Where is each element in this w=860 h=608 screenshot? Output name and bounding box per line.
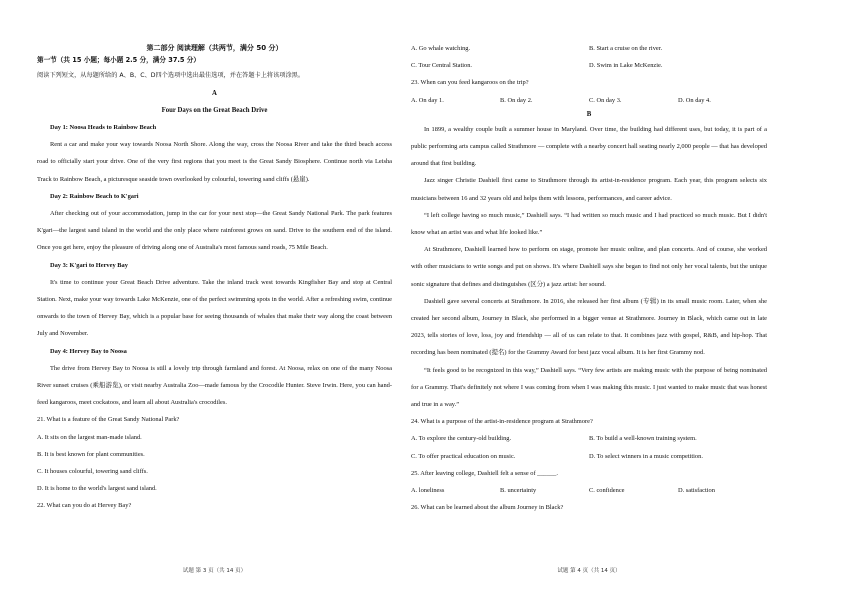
section-title: 第二部分 阅读理解（共两节，满分 50 分） [146, 44, 283, 52]
q24-option-a[interactable]: A. To explore the century-old building. [411, 435, 512, 443]
instruction: 阅读下列短文，从每题所给的 A、B、C、D四个选项中选出最佳选项，并在答题卡上将该项涂黑。 [37, 72, 305, 79]
question-24: 24. What is a purpose of the artist-in-residence program at Strathmore? [411, 418, 593, 426]
page-footer: 试题 第 4 页（共 14 页） [557, 568, 621, 574]
day2-text: After checking out of your accommodation, jump in the car for your next stop—the Great Sandy National Park. The park features K'gari—the largest sand island in the world and the only place where rainforest grows on sand. Drive to the southern end of the island. Once you get here, enjoy the pleasure of driving along one of Australia's most famous sand roads, 75 Mile Beach. [37, 210, 392, 252]
left-page [37, 0, 392, 608]
day4-title: Day 4: Hervey Bay to Noosa [50, 347, 127, 355]
question-22: 22. What can you do at Hervey Bay? [37, 502, 132, 510]
passage-letter: B [586, 110, 592, 118]
q24-option-d[interactable]: D. To select winners in a music competition. [589, 452, 703, 460]
question-26: 26. What can be learned about the album Journey in Black? [411, 504, 564, 512]
q22-option-c[interactable]: C. Tour Central Station. [411, 62, 473, 70]
passage-b-p5: Dashiell gave several concerts at Strathmore. In 2016, she released her first album (专辑) in its small music room. Later, when she created her second album, Journey in Black, she performed in a bigger venue at Strathmore. Journey in Black, which came out in late 2023, tells stories of love, loss, joy and friendship — all of us can relate to that. It combines jazz with gospel, R&B, and hip-hop. That recording has been nominated (提名) for the Grammy Award for best jazz vocal album. It is her first Grammy nod. [411, 297, 767, 357]
sub-title: 第一节（共 15 小题；每小题 2.5 分，满分 37.5 分） [37, 56, 200, 64]
day3-title: Day 3: K'gari to Hervey Bay [50, 261, 128, 269]
passage-b-p1: In 1899, a wealthy couple built a summer house in Maryland. Over time, the building had different uses, but today, it is part of a public performing arts campus called Strathmore — complete with a nearby concert hall seating nearly 2,000 people — that has developed around that first building. [411, 125, 767, 168]
passage-b-p2: Jazz singer Christie Dashiell first came to Strathmore through its artist-in-residence program. Each year, this program selects six musicians between 16 and 32 years old and helps them with lessons, performances, and career advice. [411, 177, 767, 202]
passage-title: Four Days on the Great Beach Drive [161, 107, 268, 114]
question-25: 25. After leaving college, Dashiell felt a sense of ______. [411, 469, 558, 477]
q25-option-b[interactable]: B. uncertainty [500, 487, 537, 495]
q21-option-b[interactable]: B. It is best known for plant communities. [37, 450, 145, 458]
q23-option-d[interactable]: D. On day 4. [678, 96, 711, 104]
passage-letter: A [212, 90, 217, 97]
q24-option-c[interactable]: C. To offer practical education on music. [411, 452, 516, 460]
q22-option-d[interactable]: D. Swim in Lake McKenzie. [589, 62, 663, 70]
q25-option-a[interactable]: A. loneliness [411, 487, 445, 495]
q21-option-a[interactable]: A. It sits on the largest man-made island. [37, 433, 142, 441]
q23-options [411, 92, 767, 109]
day1-text: Rent a car and make your way towards Noosa North Shore. Along the way, cross the Noosa River and take the third beach access road to officially start your drive. One of the very first regions that you meet is the Great Sandy Biosphere. Continue north via Leisha Track to Rainbow Beach, a picturesque seaside town overlooked by colourful, towering sand cliffs (悬崖). [37, 141, 392, 183]
passage-b-p4: At Strathmore, Dashiell learned how to perform on stage, promote her music online, and plan concerts. And of course, she worked with other musicians to write songs and put on shows. It's where Dashiell says she began to find not only her vocal talents, but the unique sonic signature that defines and distinguishes (区分) a jazz artist: her sound. [411, 246, 767, 288]
q22-options-row2 [411, 57, 767, 74]
day2-title: Day 2: Rainbow Beach to K'gari [50, 192, 139, 200]
day1-title: Day 1: Noosa Heads to Rainbow Beach [50, 124, 157, 131]
q23-option-c[interactable]: C. On day 3. [589, 96, 622, 104]
passage-b-p6: “It feels good to be recognized in this way,” Dashiell says. “Very few artists are making music with the purpose of being nominated for a Grammy. That's definitely not where I was coming from when I was making this music. I just wanted to make music that was honest and true in a way.” [411, 366, 767, 409]
day3-text: It's time to continue your Great Beach Drive adventure. Take the inland track west towards Kingfisher Bay and stop at Central Station. Next, make your way towards Lake McKenzie, one of the perfect swimming spots in the world. After a refreshing swim, continue onwards to the town of Hervey Bay, which is a popular base for seeing thousands of whales that make their way along the coast between July and November. [37, 278, 392, 338]
right-page [411, 0, 767, 608]
q22-option-b[interactable]: B. Start a cruise on the river. [589, 45, 663, 52]
q25-option-c[interactable]: C. confidence [589, 487, 625, 495]
q24-option-b[interactable]: B. To build a well-known training system. [589, 435, 697, 443]
passage-b-p3: “I left college having so much music,” Dashiell says. “I had written so much music and I had practiced so much music. But I didn't know what an artist was and what life looked like.” [411, 211, 767, 237]
question-21: 21. What is a feature of the Great Sandy National Park? [37, 416, 180, 424]
q22-option-a[interactable]: A. Go whale watching. [411, 45, 471, 52]
q25-options [411, 482, 767, 499]
q23-option-b[interactable]: B. On day 2. [500, 96, 533, 104]
page-footer: 试题 第 3 页（共 14 页） [182, 568, 247, 574]
q24-options-row1 [411, 430, 767, 447]
q21-option-c[interactable]: C. It houses colourful, towering sand cliffs. [37, 468, 148, 476]
day4-text: The drive from Hervey Bay to Noosa is still a lovely trip through farmland and forest. At Noosa, relax on one of the many Noosa River sunset cruises (乘船游览), or visit nearby Australia Zoo—made famous by the Crocodile Hunter. Steve Irwin. Here, you can hand-feed kangaroos, meet cockatoos, and learn all about Australia's crocodiles. [37, 364, 392, 407]
q25-option-d[interactable]: D. satisfaction [678, 487, 715, 495]
q22-options-row1 [411, 40, 767, 57]
question-23: 23. When can you feed kangaroos on the trip? [411, 79, 529, 87]
q23-option-a[interactable]: A. On day 1. [411, 96, 444, 104]
q21-option-d[interactable]: D. It is home to the world's largest sand island. [37, 485, 157, 493]
q24-options-row2 [411, 448, 767, 465]
